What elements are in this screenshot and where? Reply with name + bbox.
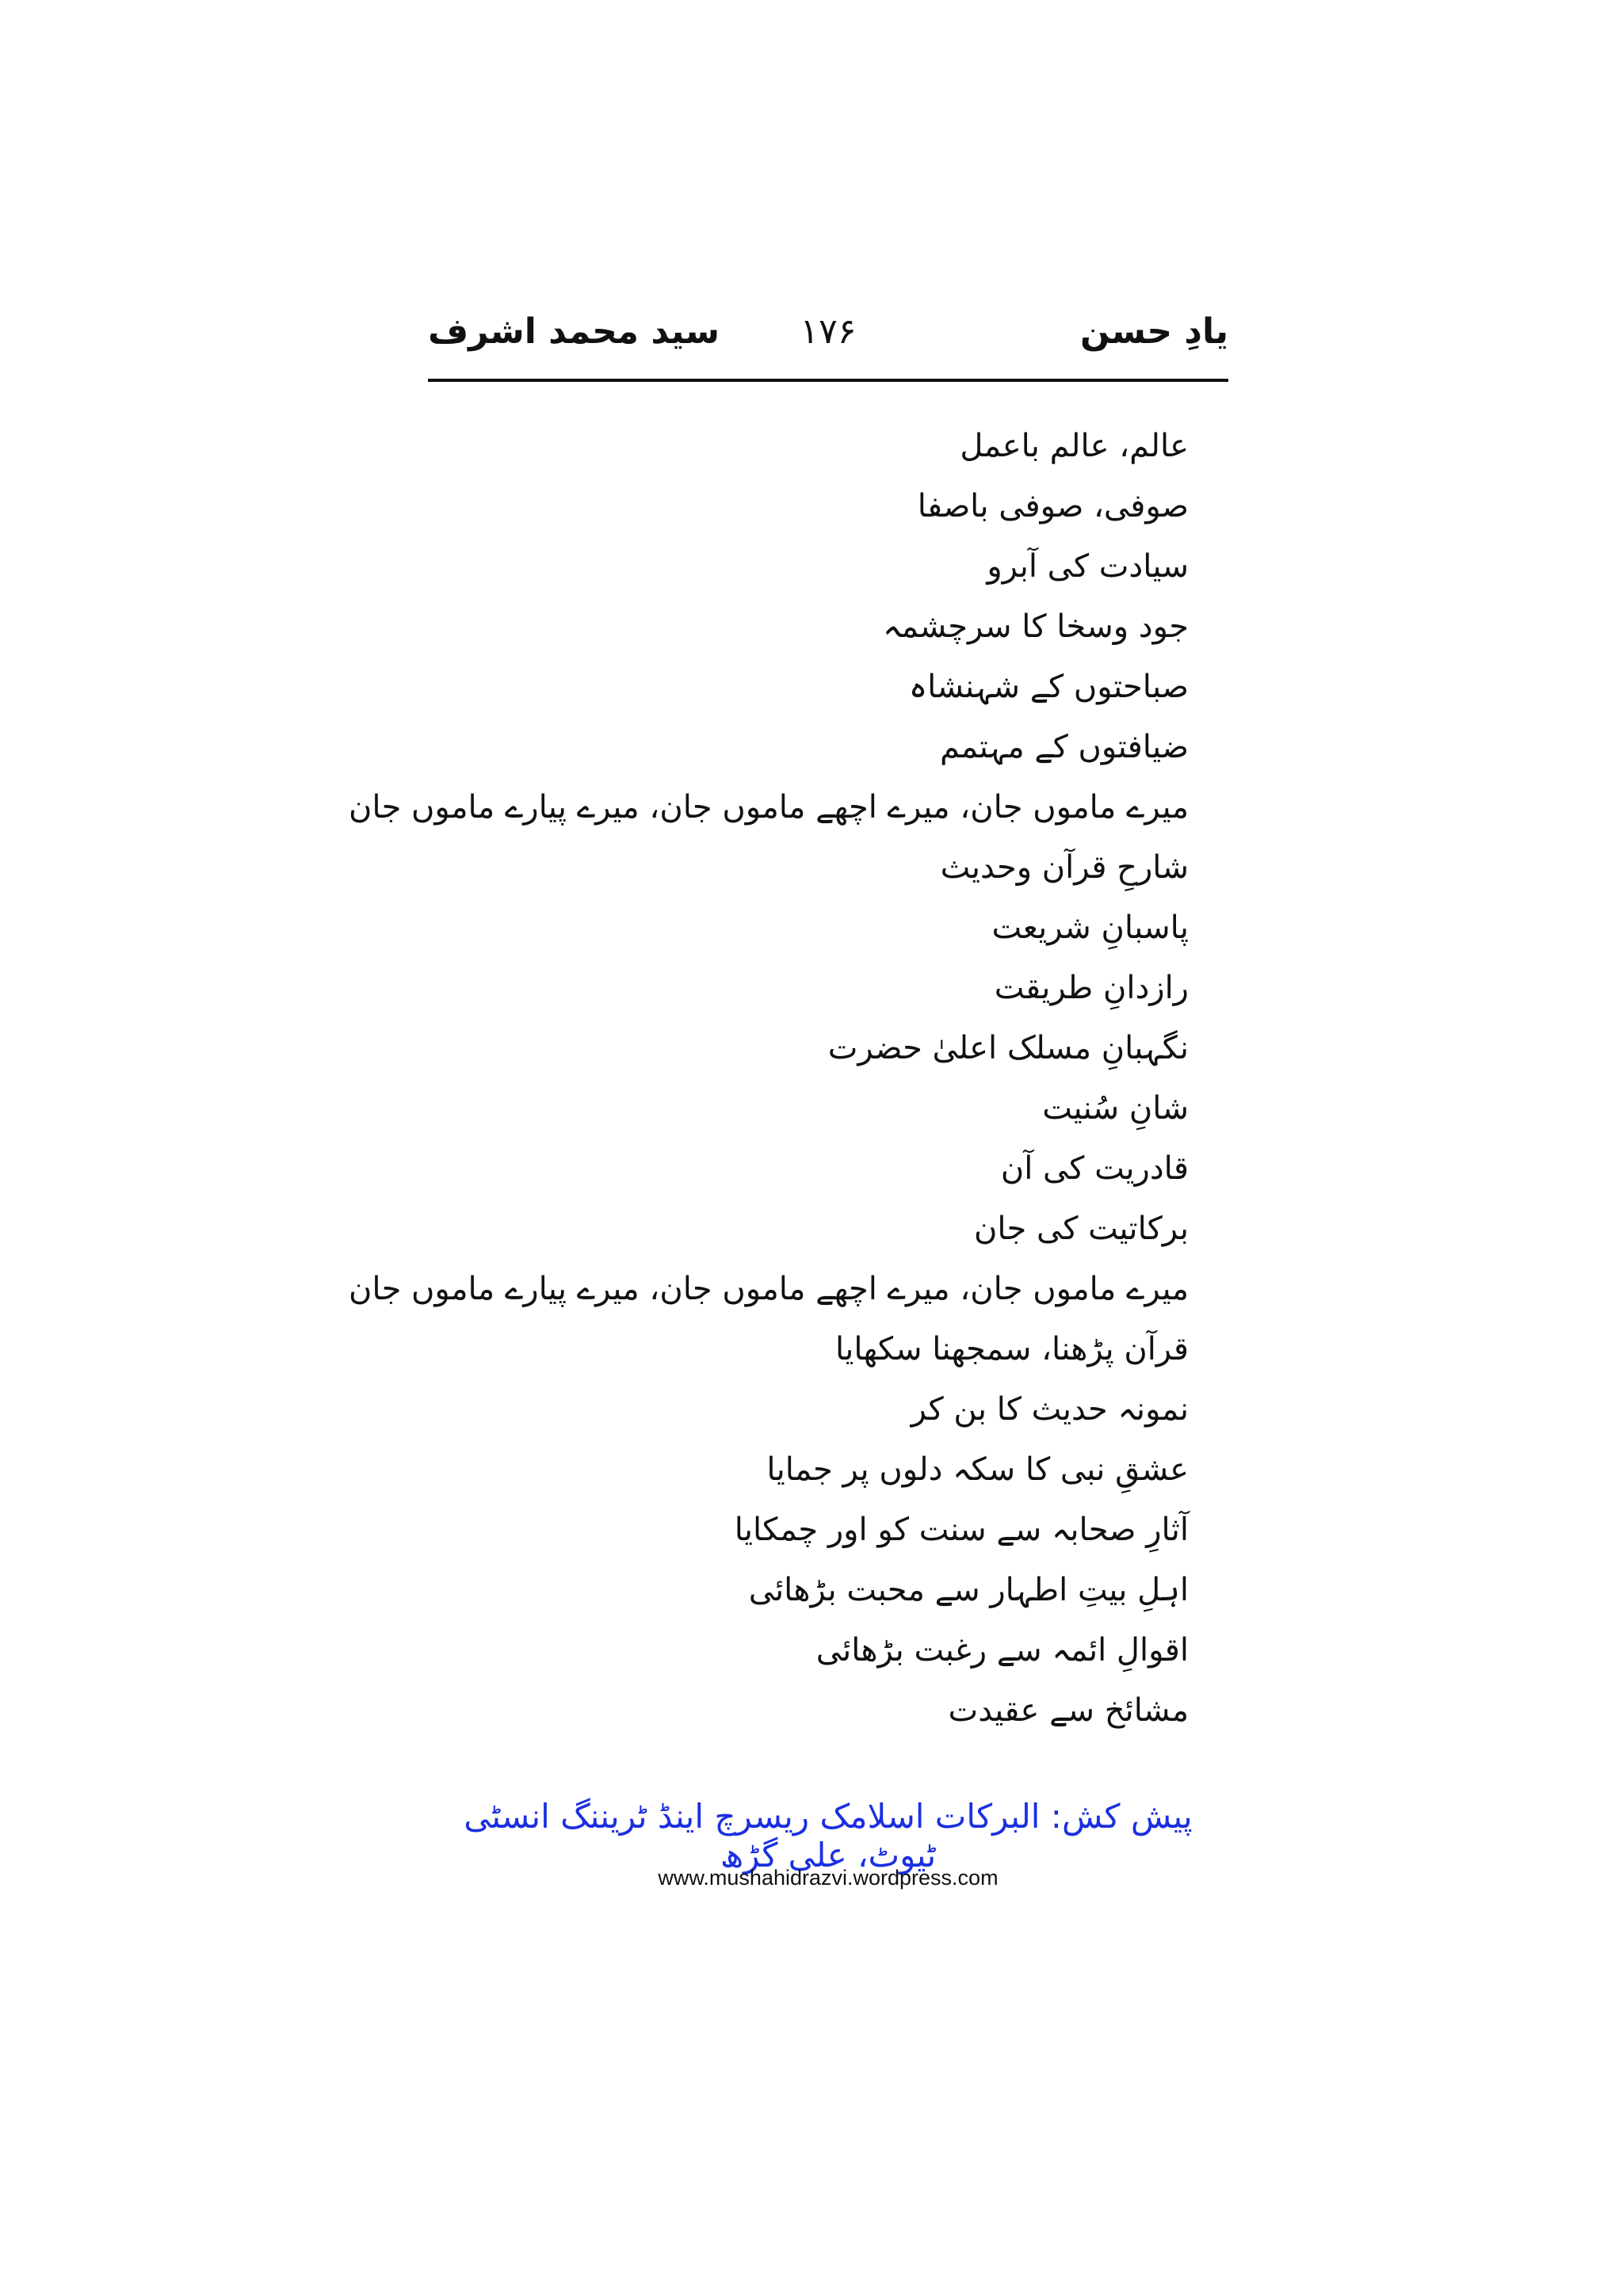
text-line: برکاتیت کی جان: [973, 1211, 1189, 1247]
text-line: اہلِ بیتِ اطہار سے محبت بڑھائی: [748, 1572, 1189, 1608]
text-line: جود وسخا کا سرچشمہ: [883, 608, 1189, 645]
text-line: صوفی، صوفی باصفا: [917, 488, 1189, 524]
text-line: صباحتوں کے شہنشاہ: [908, 669, 1189, 705]
poem-body: [349, 416, 1189, 1741]
text-line: نمونہ حدیث کا بن کر: [911, 1391, 1189, 1428]
page-number: ۱۷۶: [800, 311, 857, 352]
text-line: سیادت کی آبرو: [987, 548, 1189, 585]
text-line: پاسبانِ شریعت: [991, 910, 1189, 946]
text-line: شارحِ قرآن وحدیث: [940, 849, 1189, 886]
author-name: سید محمد اشرف: [428, 311, 720, 352]
running-header: [428, 305, 1228, 376]
text-line: میرے ماموں جان، میرے اچھے ماموں جان، میرے پیارے ماموں جان: [349, 789, 1189, 826]
text-line: مشائخ سے عقیدت: [948, 1692, 1189, 1729]
text-line: ضیافتوں کے مہتمم: [939, 729, 1189, 765]
book-title: یادِ حسن: [1079, 311, 1228, 352]
text-line: قادریت کی آن: [1000, 1150, 1189, 1187]
website-url[interactable]: www.mushahidrazvi.wordpress.com: [658, 1866, 999, 1890]
header-divider: [428, 379, 1228, 382]
text-line: اقوالِ ائمہ سے رغبت بڑھائی: [815, 1632, 1189, 1669]
text-line: شانِ سُنیت: [1042, 1090, 1189, 1127]
text-line: آثارِ صحابہ سے سنت کو اور چمکایا: [734, 1512, 1189, 1548]
text-line: عالم، عالم باعمل: [960, 428, 1189, 464]
text-line: رازدانِ طریقت: [994, 970, 1189, 1006]
text-line: نگہبانِ مسلک اعلیٰ حضرت: [827, 1030, 1189, 1066]
text-line: قرآن پڑھنا، سمجھنا سکھایا: [835, 1331, 1189, 1367]
text-line: عشقِ نبی کا سکہ دلوں پر جمایا: [766, 1451, 1189, 1488]
publisher-credit: پیش کش: البرکات اسلامک ریسرچ اینڈ ٹریننگ انسٹی ٹیوٹ، علی گڑھ: [464, 1797, 1193, 1875]
text-line: میرے ماموں جان، میرے اچھے ماموں جان، میرے پیارے ماموں جان: [349, 1271, 1189, 1307]
